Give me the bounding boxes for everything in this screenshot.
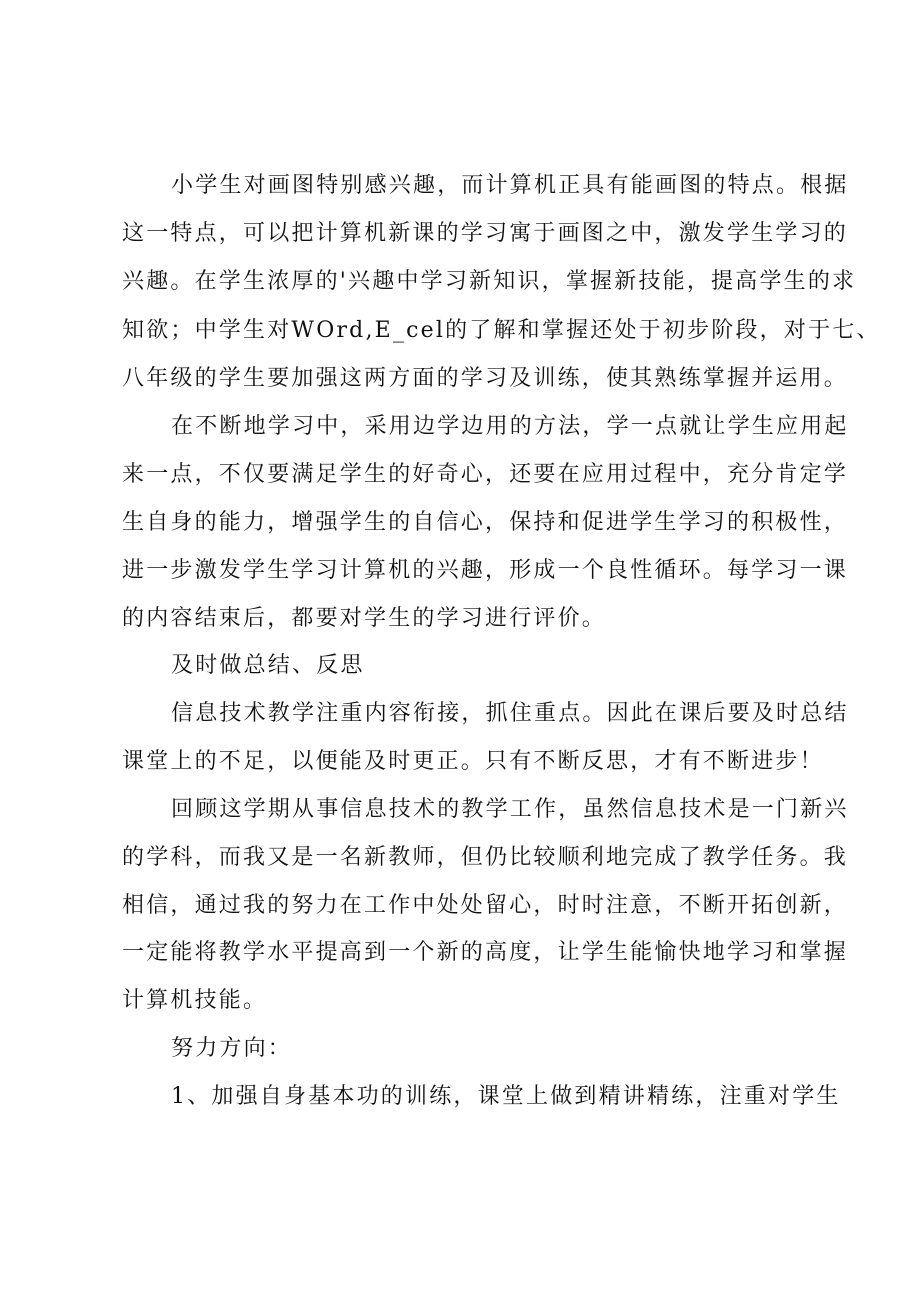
paragraph-line: 课堂上的不足，以便能及时更正。只有不断反思，才有不断进步！ [122, 749, 824, 774]
paragraph-line: 生自身的能力，增强学生的自信心，保持和促进学生学习的积极性， [122, 510, 849, 535]
list-item: 1、加强自身基本功的训练，课堂上做到精讲精练，注重对学生 [171, 1084, 841, 1109]
paragraph-line: 来一点，不仅要满足学生的好奇心，还要在应用过程中，充分肯定学 [122, 462, 849, 487]
paragraph-line: 在不断地学习中，采用边学边用的方法，学一点就让学生应用起 [171, 414, 849, 439]
paragraph-line: 的内容结束后，都要对学生的学习进行评价。 [122, 606, 607, 631]
paragraph-line: 这一特点，可以把计算机新课的学习寓于画图之中，激发学生学习的 [122, 221, 849, 246]
paragraph-line: 回顾这学期从事信息技术的教学工作，虽然信息技术是一门新兴 [171, 797, 849, 822]
paragraph-line: 八年级的学生要加强这两方面的学习及训练，使其熟练掌握并运用。 [122, 366, 849, 391]
paragraph-line: 兴趣。在学生浓厚的'兴趣中学习新知识，掌握新技能，提高学生的求 [122, 269, 857, 294]
section-heading: 努力方向： [171, 1036, 293, 1061]
paragraph-line: 计算机技能。 [122, 988, 268, 1013]
paragraph-line: 一定能将教学水平提高到一个新的高度，让学生能愉快地学习和掌握 [122, 940, 849, 965]
paragraph-line: 知欲；中学生对WOrd,E_cel的了解和掌握还处于初步阶段，对于七、 [122, 318, 881, 343]
paragraph-line: 小学生对画图特别感兴趣，而计算机正具有能画图的特点。根据 [171, 173, 849, 198]
paragraph-line: 进一步激发学生学习计算机的兴趣，形成一个良性循环。每学习一课 [122, 558, 849, 583]
paragraph-line: 的学科，而我又是一名新教师，但仍比较顺利地完成了教学任务。我 [122, 845, 849, 870]
paragraph-line: 相信，通过我的努力在工作中处处留心，时时注意，不断开拓创新， [122, 893, 849, 918]
section-heading: 及时做总结、反思 [171, 653, 365, 678]
paragraph-line: 信息技术教学注重内容衔接，抓住重点。因此在课后要及时总结 [171, 701, 849, 726]
